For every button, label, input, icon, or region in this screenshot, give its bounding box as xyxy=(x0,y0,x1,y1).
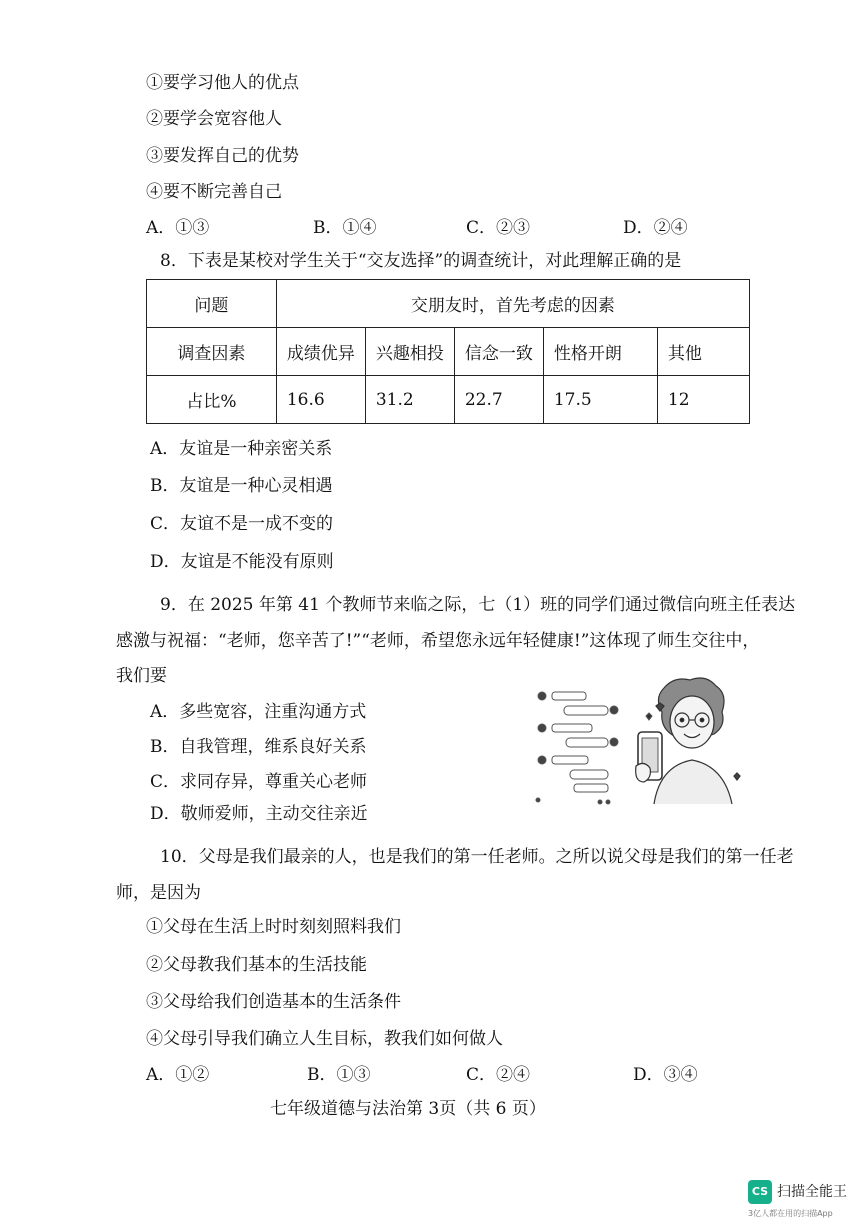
q9-stem-line-1: 9．在 2025 年第 41 个教师节来临之际，七（1）班的同学们通过微信向班主任表达 xyxy=(160,595,796,615)
q9-option-d: D．敬师爱师，主动交往亲近 xyxy=(150,804,368,824)
table-cell-factor: 其他 xyxy=(657,328,749,376)
q9-stem-line-2: 感激与祝福：“老师，您辛苦了!”“老师，希望您永远年轻健康!”这体现了师生交往中， xyxy=(116,631,760,651)
table-cell-question-label: 问题 xyxy=(147,280,277,328)
chat-panel-illustration xyxy=(536,692,652,804)
table-cell-value: 22.7 xyxy=(454,376,543,424)
table-cell-factor: 成绩优异 xyxy=(276,328,365,376)
q9-option-b: B．自我管理，维系良好关系 xyxy=(150,737,367,757)
q10-option-d: D．③④ xyxy=(633,1065,698,1085)
q10-item-1: ①父母在生活上时时刻刻照料我们 xyxy=(146,917,401,937)
q7-option-b: B．①④ xyxy=(313,218,377,238)
q10-item-4: ④父母引导我们确立人生目标，教我们如何做人 xyxy=(146,1029,503,1049)
q8-stem: 8．下表是某校对学生关于“交友选择”的调查统计，对此理解正确的是 xyxy=(160,251,682,271)
table-cell-value: 12 xyxy=(657,376,749,424)
q10-option-a: A．①② xyxy=(146,1065,210,1085)
table-row xyxy=(147,328,750,376)
table-cell-value: 17.5 xyxy=(543,376,657,424)
q7-option-a: A．①③ xyxy=(146,218,210,238)
watermark-tagline: 3亿人都在用的扫描App xyxy=(748,1209,833,1218)
wechat-teacher-illustration xyxy=(534,676,758,806)
q8-option-a: A．友谊是一种亲密关系 xyxy=(150,439,333,459)
q7-item-3: ③要发挥自己的优势 xyxy=(146,146,299,166)
q8-option-b: B．友谊是一种心灵相遇 xyxy=(150,476,333,496)
watermark-brand: 扫描全能王 xyxy=(777,1184,847,1200)
page-footer: 七年级道德与法治第 3页（共 6 页） xyxy=(270,1099,546,1119)
q9-option-c: C．求同存异，尊重关心老师 xyxy=(150,772,368,792)
table-cell-factor: 兴趣相投 xyxy=(365,328,454,376)
table-cell-percent-label: 占比% xyxy=(147,376,277,424)
survey-table xyxy=(146,279,750,424)
table-cell-question-header: 交朋友时，首先考虑的因素 xyxy=(276,280,749,328)
table-cell-factor-label: 调查因素 xyxy=(147,328,277,376)
table-cell-value: 16.6 xyxy=(276,376,365,424)
table-row xyxy=(147,280,750,328)
q7-option-c: C．②③ xyxy=(466,218,531,238)
camscanner-logo-icon: CS xyxy=(748,1180,772,1204)
q10-option-b: B．①③ xyxy=(307,1065,371,1085)
camscanner-watermark xyxy=(748,1180,860,1222)
q7-item-2: ②要学会宽容他人 xyxy=(146,109,282,129)
q10-item-2: ②父母教我们基本的生活技能 xyxy=(146,955,367,975)
q10-stem-line-2: 师，是因为 xyxy=(116,883,201,903)
table-cell-value: 31.2 xyxy=(365,376,454,424)
table-cell-factor: 信念一致 xyxy=(454,328,543,376)
q10-item-3: ③父母给我们创造基本的生活条件 xyxy=(146,992,401,1012)
table-row xyxy=(147,376,750,424)
q7-item-4: ④要不断完善自己 xyxy=(146,182,282,202)
q9-option-a: A．多些宽容，注重沟通方式 xyxy=(150,702,367,722)
q10-stem-line-1: 10．父母是我们最亲的人，也是我们的第一任老师。之所以说父母是我们的第一任老 xyxy=(160,847,794,867)
q8-option-c: C．友谊不是一成不变的 xyxy=(150,514,334,534)
q10-option-c: C．②④ xyxy=(466,1065,531,1085)
q7-option-d: D．②④ xyxy=(623,218,688,238)
table-cell-factor: 性格开朗 xyxy=(543,328,657,376)
q8-option-d: D．友谊是不能没有原则 xyxy=(150,552,334,572)
q9-stem-line-3: 我们要 xyxy=(116,666,167,686)
q7-item-1: ①要学习他人的优点 xyxy=(146,73,299,93)
person-with-phone-illustration xyxy=(636,678,740,804)
